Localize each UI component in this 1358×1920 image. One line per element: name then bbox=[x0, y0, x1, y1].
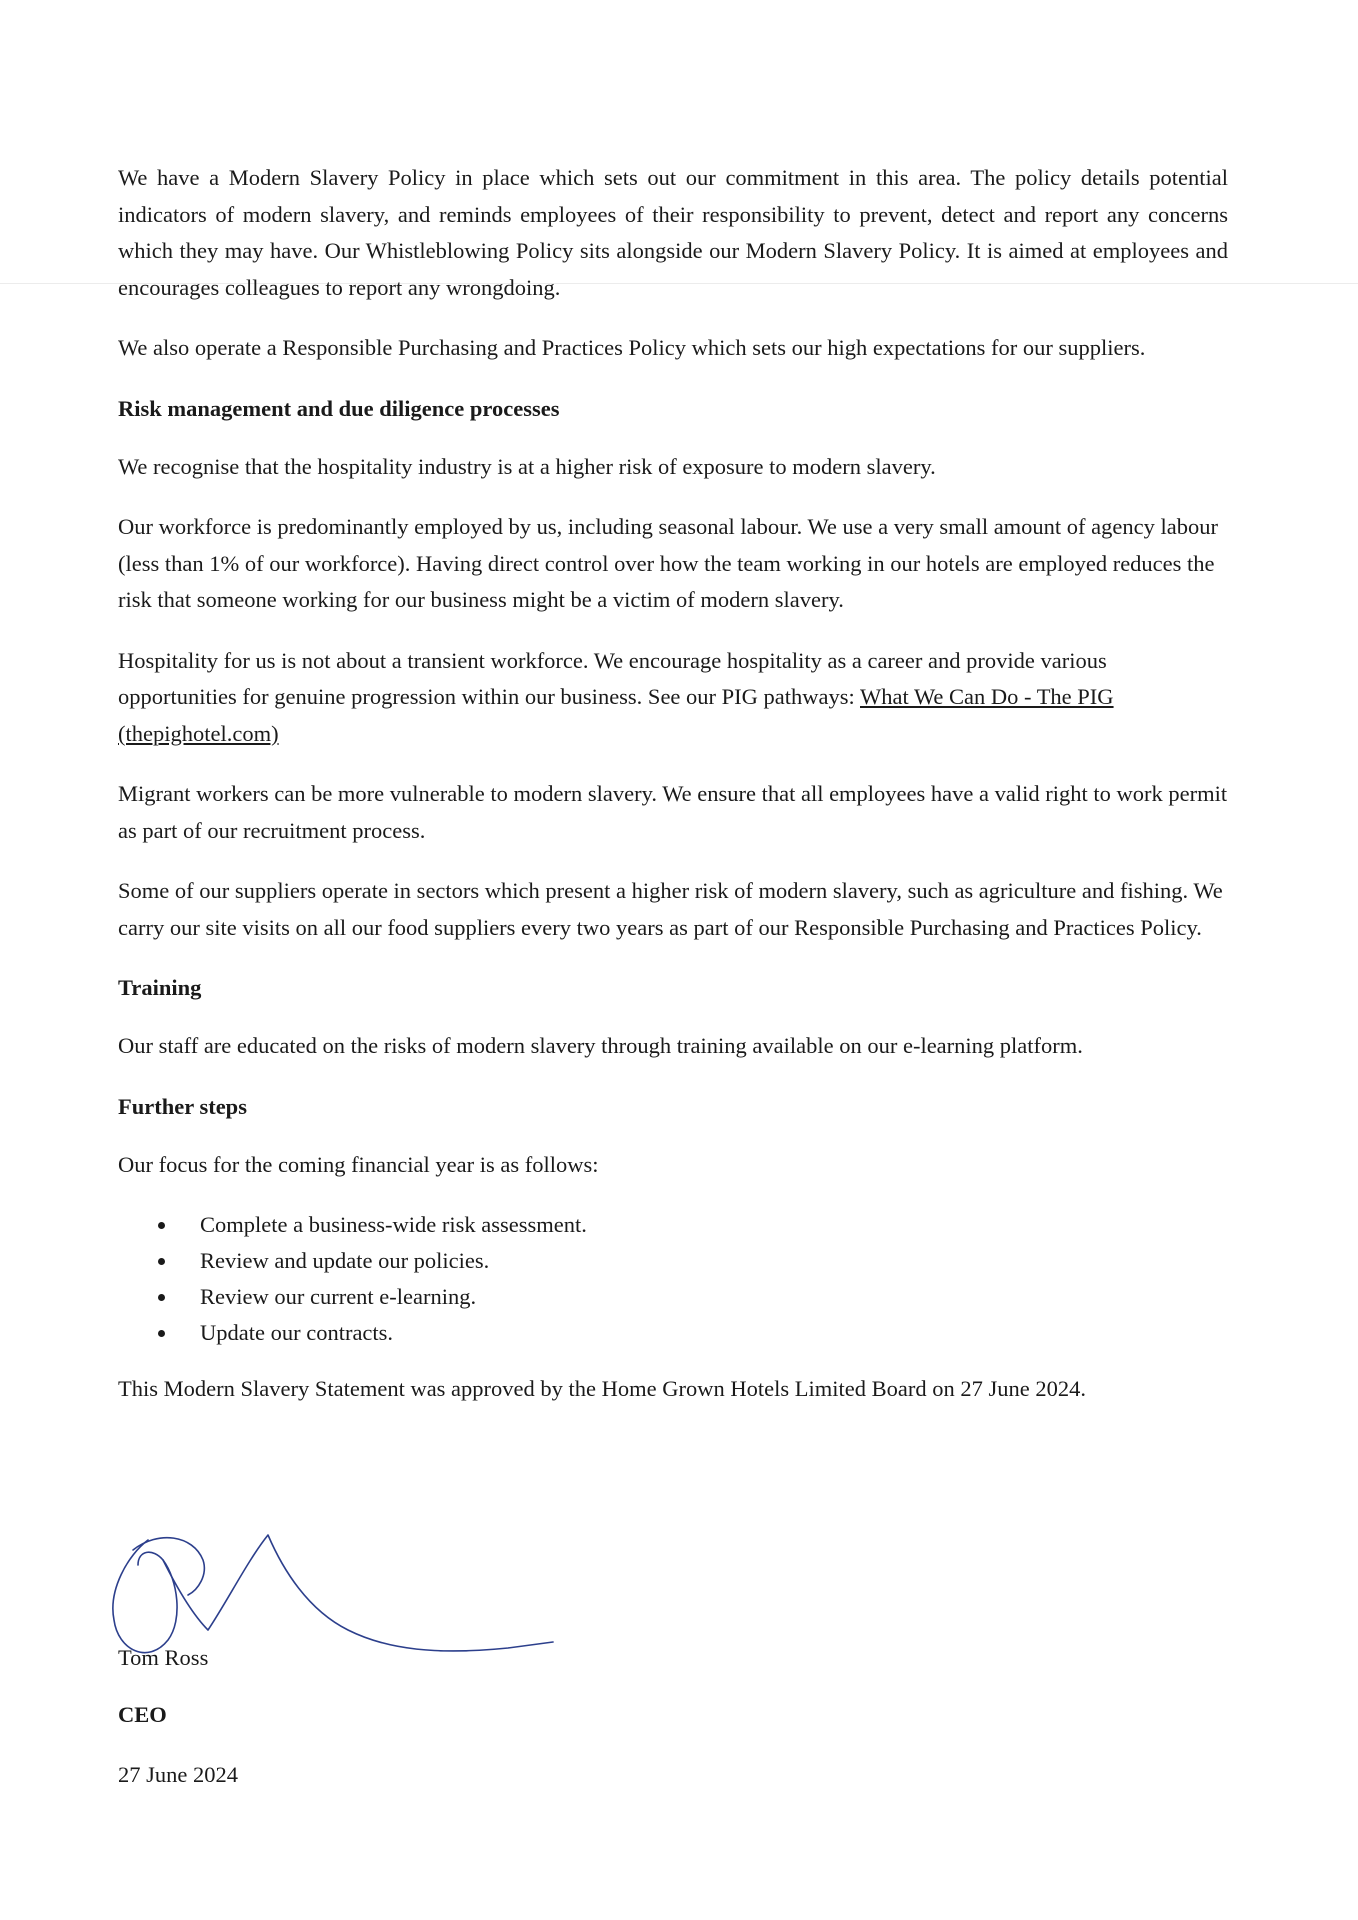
signed-date: 27 June 2024 bbox=[118, 1762, 238, 1787]
risk-paragraph-2: Our workforce is predominantly employed by us, including seasonal labour. We use a very small amount of agency labour (less than 1% of our workforce). Having direct control over how the team working in our hotels are employed reduces the risk that someone working for our business might be a victim of modern slavery. bbox=[118, 514, 1218, 612]
further-steps-intro: Our focus for the coming financial year is as follows: bbox=[118, 1151, 599, 1177]
risk-heading: Risk management and due diligence processes bbox=[118, 395, 560, 421]
list-item: Review our current e-learning. bbox=[200, 1279, 1228, 1315]
risk-paragraph-5: Some of our suppliers operate in sectors which present a higher risk of modern slavery, such as agriculture and fishing. We carry our site visits on all our food suppliers every two years as part of our Responsible Purchasing and Practices Policy. bbox=[118, 878, 1223, 940]
training-paragraph: Our staff are educated on the risks of modern slavery through training available on our e-learning platform. bbox=[118, 1033, 1083, 1058]
risk-paragraph-3 bbox=[118, 643, 1228, 753]
training-heading: Training bbox=[118, 975, 202, 1000]
signer-title: CEO bbox=[118, 1702, 167, 1727]
list-item: Review and update our policies. bbox=[200, 1243, 1228, 1279]
policy-paragraph: We have a Modern Slavery Policy in place which sets out our commitment in this area. The policy details potential indicators of modern slavery, and reminds employees of their responsibility to prevent, detect and report any concerns which they may have. Our Whistleblowing Policy sits alongside our Modern Slavery Policy. It is aimed at employees and encourages colleagues to report any wrongdoing. bbox=[118, 165, 1228, 300]
signer-name: Tom Ross bbox=[118, 1645, 209, 1670]
further-steps-heading: Further steps bbox=[118, 1093, 247, 1119]
list-item: Complete a business-wide risk assessment. bbox=[200, 1207, 1228, 1243]
pathways-text: Hospitality for us is not about a transient workforce. We encourage hospitality as a career and provide various opportunities for genuine progression within our business. See our PIG pathways: bbox=[118, 647, 1107, 709]
risk-paragraph-4: Migrant workers can be more vulnerable to modern slavery. We ensure that all employees have a valid right to work permit as part of our recruitment process. bbox=[118, 781, 1228, 843]
purchasing-paragraph: We also operate a Responsible Purchasing and Practices Policy which sets our high expectations for our suppliers. bbox=[118, 335, 1146, 360]
approval-statement: This Modern Slavery Statement was approved by the Home Grown Hotels Limited Board on 27 June 2024. bbox=[118, 1376, 1086, 1401]
list-item: Update our contracts. bbox=[200, 1315, 1228, 1351]
statement-body bbox=[118, 160, 1228, 1432]
pig-pathways-link[interactable]: What We Can Do - The PIG (thepighotel.com) bbox=[118, 684, 1114, 746]
focus-list bbox=[118, 1207, 1228, 1351]
risk-paragraph-1: We recognise that the hospitality industry is at a higher risk of exposure to modern slavery. bbox=[118, 453, 936, 479]
